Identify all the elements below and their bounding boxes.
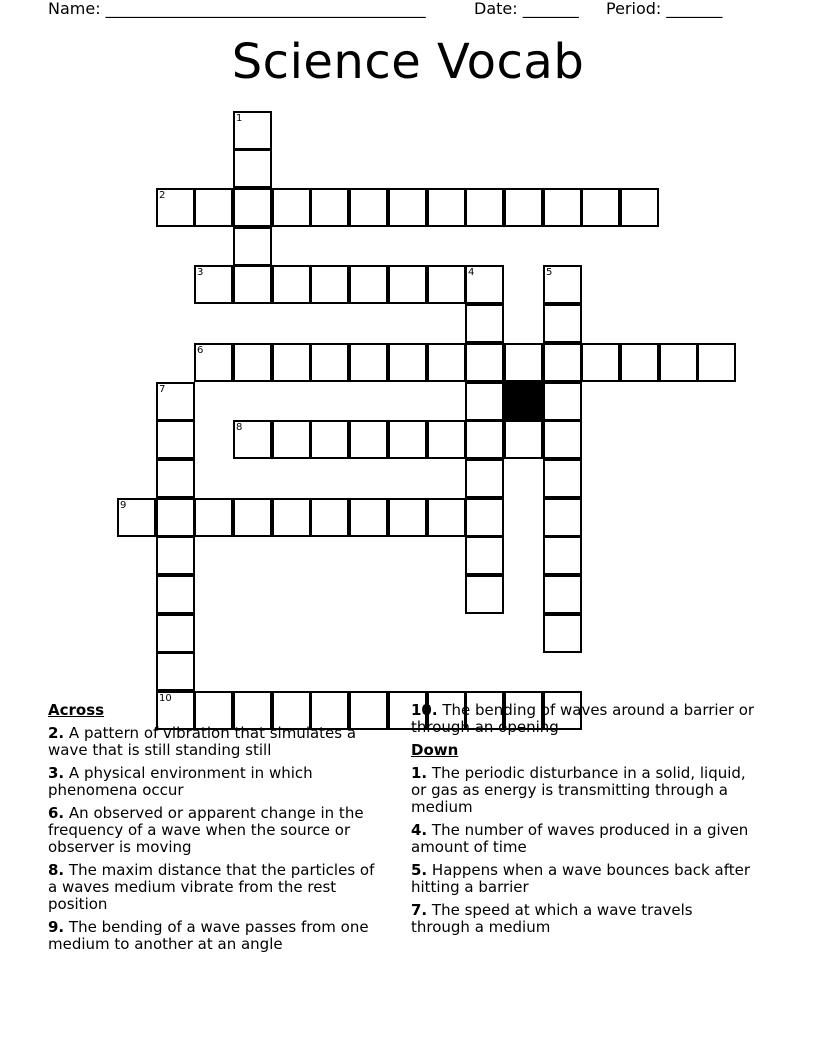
grid-cell[interactable] — [465, 304, 504, 343]
clue-number: 2. — [48, 724, 65, 742]
grid-cell[interactable] — [543, 420, 582, 459]
grid-cell[interactable] — [427, 343, 466, 382]
across-clues — [48, 702, 388, 959]
grid-cell[interactable] — [156, 459, 195, 498]
clue-number: 5. — [411, 861, 428, 879]
clue-text: A pattern of vibration that simulates a wave that is still standing still — [48, 724, 357, 759]
clue-across-3 — [48, 765, 388, 799]
grid-cell[interactable] — [465, 188, 504, 227]
grid-cell[interactable] — [543, 498, 582, 537]
grid-cell[interactable] — [349, 420, 388, 459]
clue-text: Happens when a wave bounces back after hitting a barrier — [411, 861, 750, 896]
grid-cell[interactable] — [272, 188, 311, 227]
grid-cell[interactable] — [504, 343, 543, 382]
cell-number: 3 — [197, 267, 204, 278]
clue-text: The periodic disturbance in a solid, liquid, or gas as energy is transmitting through a medium — [411, 764, 746, 816]
grid-cell[interactable] — [388, 420, 427, 459]
grid-cell[interactable] — [156, 536, 195, 575]
grid-cell[interactable] — [233, 498, 272, 537]
worksheet-header — [0, 0, 816, 22]
clue-text: The bending of a wave passes from one medium to another at an angle — [48, 918, 369, 953]
grid-cell[interactable] — [620, 343, 659, 382]
grid-cell[interactable] — [697, 343, 736, 382]
cell-number: 9 — [120, 500, 127, 511]
grid-cell[interactable] — [194, 265, 233, 304]
grid-cell[interactable] — [272, 498, 311, 537]
clue-down-4 — [411, 822, 756, 856]
grid-cell[interactable] — [465, 536, 504, 575]
period-field[interactable]: Period: _______ — [606, 0, 723, 18]
clue-text: The bending of waves around a barrier or through an opening — [411, 701, 755, 736]
grid-cell[interactable] — [388, 188, 427, 227]
grid-cell[interactable] — [349, 343, 388, 382]
grid-cell[interactable] — [233, 265, 272, 304]
black-square — [504, 382, 543, 421]
grid-cell[interactable] — [504, 188, 543, 227]
grid-cell[interactable] — [427, 188, 466, 227]
grid-cell[interactable] — [156, 382, 195, 421]
grid-cell[interactable] — [310, 188, 349, 227]
grid-cell[interactable] — [543, 343, 582, 382]
grid-cell[interactable] — [543, 265, 582, 304]
grid-cell[interactable] — [543, 304, 582, 343]
clue-down-5 — [411, 862, 756, 896]
clue-down-7 — [411, 902, 756, 936]
clue-across-9 — [48, 919, 388, 953]
grid-cell[interactable] — [388, 498, 427, 537]
grid-cell[interactable] — [310, 420, 349, 459]
grid-cell[interactable] — [156, 575, 195, 614]
cell-number: 10 — [159, 693, 172, 704]
clue-text: The number of waves produced in a given amount of time — [411, 821, 749, 856]
page-title: Science Vocab — [231, 34, 585, 90]
clue-across-10 — [411, 702, 756, 736]
cell-number: 1 — [236, 113, 243, 124]
grid-cell[interactable] — [543, 575, 582, 614]
grid-cell[interactable] — [465, 382, 504, 421]
grid-cell[interactable] — [581, 188, 620, 227]
grid-cell[interactable] — [156, 652, 195, 691]
grid-cell[interactable] — [310, 343, 349, 382]
grid-cell[interactable] — [465, 498, 504, 537]
clue-down-1 — [411, 765, 756, 816]
clue-number: 1. — [411, 764, 428, 782]
grid-cell[interactable] — [465, 420, 504, 459]
clue-number: 9. — [48, 918, 65, 936]
grid-cell[interactable] — [427, 420, 466, 459]
grid-cell[interactable] — [543, 614, 582, 653]
grid-cell[interactable] — [233, 227, 272, 266]
grid-cell[interactable] — [427, 498, 466, 537]
grid-cell[interactable] — [117, 498, 156, 537]
clue-across-8 — [48, 862, 388, 913]
grid-cell[interactable] — [465, 343, 504, 382]
across-heading: Across — [48, 701, 105, 719]
down-heading: Down — [411, 741, 459, 759]
grid-cell[interactable] — [388, 265, 427, 304]
clue-number: 4. — [411, 821, 428, 839]
grid-cell[interactable] — [233, 111, 272, 150]
clue-text: The speed at which a wave travels through a medium — [411, 901, 693, 936]
grid-cell[interactable] — [465, 265, 504, 304]
grid-cell[interactable] — [156, 614, 195, 653]
grid-cell[interactable] — [581, 343, 620, 382]
clue-number: 7. — [411, 901, 428, 919]
grid-cell[interactable] — [310, 498, 349, 537]
grid-cell[interactable] — [272, 343, 311, 382]
grid-cell[interactable] — [194, 343, 233, 382]
name-field[interactable]: Name: ________________________________________ — [48, 0, 426, 18]
cell-number: 6 — [197, 345, 204, 356]
clue-number: 10. — [411, 701, 438, 719]
grid-cell[interactable] — [194, 498, 233, 537]
grid-cell[interactable] — [349, 498, 388, 537]
cell-number: 4 — [468, 267, 475, 278]
right-clue-column — [411, 702, 756, 942]
clue-number: 3. — [48, 764, 65, 782]
grid-cell[interactable] — [272, 265, 311, 304]
grid-cell[interactable] — [465, 575, 504, 614]
cell-number: 7 — [159, 384, 166, 395]
grid-cell[interactable] — [659, 343, 698, 382]
grid-cell[interactable] — [194, 188, 233, 227]
grid-cell[interactable] — [156, 420, 195, 459]
clue-text: An observed or apparent change in the frequency of a wave when the source or observer is moving — [48, 804, 364, 856]
grid-cell[interactable] — [156, 188, 195, 227]
grid-cell[interactable] — [233, 343, 272, 382]
grid-cell[interactable] — [388, 343, 427, 382]
cell-number: 5 — [546, 267, 553, 278]
grid-cell[interactable] — [233, 420, 272, 459]
clue-across-6 — [48, 805, 388, 856]
grid-cell[interactable] — [543, 382, 582, 421]
grid-cell[interactable] — [310, 265, 349, 304]
grid-cell[interactable] — [156, 498, 195, 537]
grid-cell[interactable] — [504, 420, 543, 459]
date-field[interactable]: Date: _______ — [474, 0, 579, 18]
grid-cell[interactable] — [349, 265, 388, 304]
clue-text: The maxim distance that the particles of a waves medium vibrate from the rest position — [48, 861, 375, 913]
grid-cell[interactable] — [620, 188, 659, 227]
grid-cell[interactable] — [465, 459, 504, 498]
clue-number: 6. — [48, 804, 65, 822]
grid-cell[interactable] — [543, 536, 582, 575]
grid-cell[interactable] — [427, 265, 466, 304]
cell-number: 8 — [236, 422, 243, 433]
grid-cell[interactable] — [349, 188, 388, 227]
grid-cell[interactable] — [272, 420, 311, 459]
clue-text: A physical environment in which phenomena occur — [48, 764, 313, 799]
grid-cell[interactable] — [233, 149, 272, 188]
cell-number: 2 — [159, 190, 166, 201]
grid-cell[interactable] — [543, 188, 582, 227]
clue-across-2 — [48, 725, 388, 759]
clue-number: 8. — [48, 861, 65, 879]
grid-cell[interactable] — [233, 188, 272, 227]
grid-cell[interactable] — [543, 459, 582, 498]
